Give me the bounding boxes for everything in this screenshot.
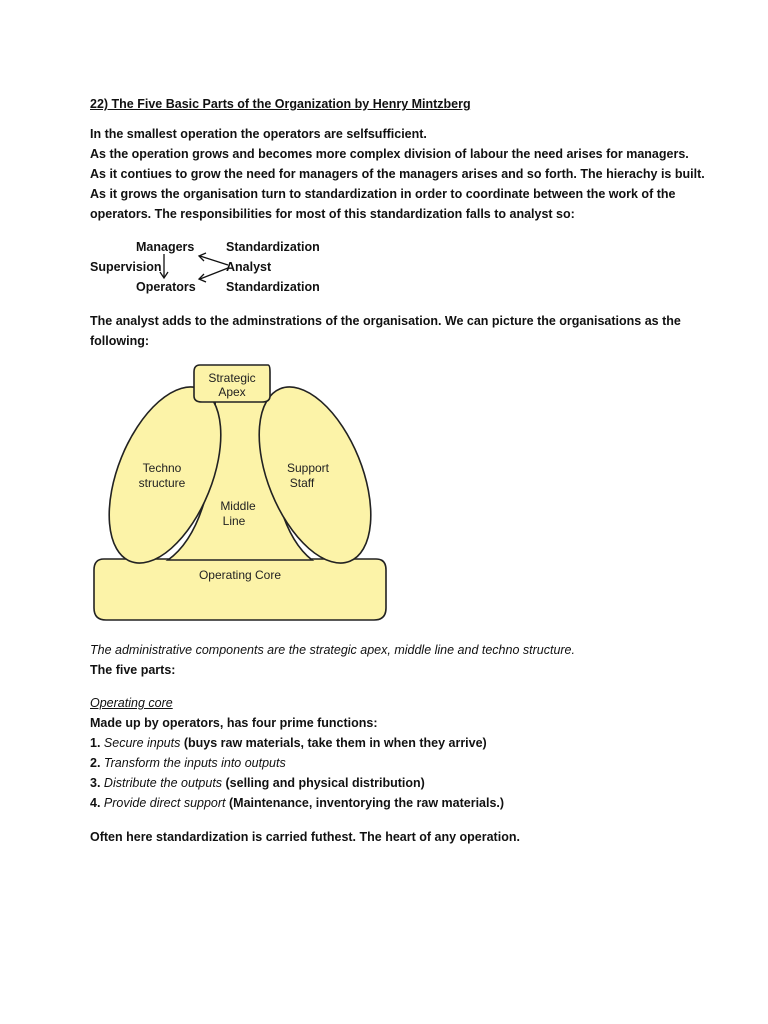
item-number: 3. <box>90 776 101 790</box>
support-staff-label-2: Staff <box>289 476 315 490</box>
closing-line: Often here standardization is carried futhest. The heart of any operation. <box>90 830 520 844</box>
support-staff-label-1: Support <box>286 461 330 475</box>
analyst-line: The analyst adds to the adminstrations of the organisation. We can picture the organisations as the <box>90 314 681 328</box>
intro-line: As it grows the organisation turn to standardization in order to coordinate between the work of the <box>90 187 676 201</box>
admin-note: The administrative components are the strategic apex, middle line and techno structure. <box>90 643 575 657</box>
operating-core-label: Operating Core <box>198 568 282 582</box>
analyst-line: following: <box>90 334 150 348</box>
scheme-arrows <box>150 248 240 288</box>
intro-line: In the smallest operation the operators are selfsufficient. <box>90 127 427 141</box>
strategic-apex-label-2: Apex <box>218 385 246 399</box>
mintzberg-diagram <box>90 360 392 628</box>
strategic-apex-label-1: Strategic <box>208 371 256 385</box>
standardization-bottom-label: Standardization <box>226 280 320 294</box>
item-name: Provide direct support <box>103 796 226 810</box>
item-name: Secure inputs <box>103 736 181 750</box>
intro-line: As the operation grows and becomes more complex division of labour the need arises for managers. <box>90 147 689 161</box>
item-name: Distribute the outputs <box>103 776 223 790</box>
operators-label: Operators <box>136 280 196 294</box>
intro-line: As it contiues to grow the need for managers of the managers arises and so forth. The hierachy is built. <box>90 167 705 181</box>
operating-core-lead: Made up by operators, has four prime functions: <box>90 716 378 730</box>
techno-structure-label-1: Techno <box>142 461 182 475</box>
function-item <box>90 773 710 793</box>
item-name: Transform the inputs into outputs <box>103 756 286 770</box>
item-detail: (selling and physical distribution) <box>222 776 425 790</box>
function-item <box>90 793 710 813</box>
item-number: 2. <box>90 756 101 770</box>
supervision-label: Supervision <box>90 260 162 274</box>
arrow-to-operators-icon <box>200 268 228 279</box>
techno-structure-label-2: structure <box>138 476 186 490</box>
item-detail: (buys raw materials, take them in when they arrive) <box>180 736 487 750</box>
managers-label: Managers <box>136 240 195 254</box>
item-number: 4. <box>90 796 101 810</box>
operating-core-title: Operating core <box>90 696 173 710</box>
standardization-top-label: Standardization <box>226 240 320 254</box>
analyst-label: Analyst <box>226 260 272 274</box>
function-item <box>90 733 710 753</box>
item-number: 1. <box>90 736 101 750</box>
five-parts-heading: The five parts: <box>90 663 176 677</box>
intro-line: operators. The responsibilities for most of this standardization falls to analyst so: <box>90 207 575 221</box>
item-detail: (Maintenance, inventorying the raw materials.) <box>225 796 505 810</box>
function-item <box>90 753 710 773</box>
middle-line-label-1: Middle <box>220 499 256 513</box>
page-title: 22) The Five Basic Parts of the Organization by Henry Mintzberg <box>90 97 471 111</box>
middle-line-label-2: Line <box>222 514 246 528</box>
